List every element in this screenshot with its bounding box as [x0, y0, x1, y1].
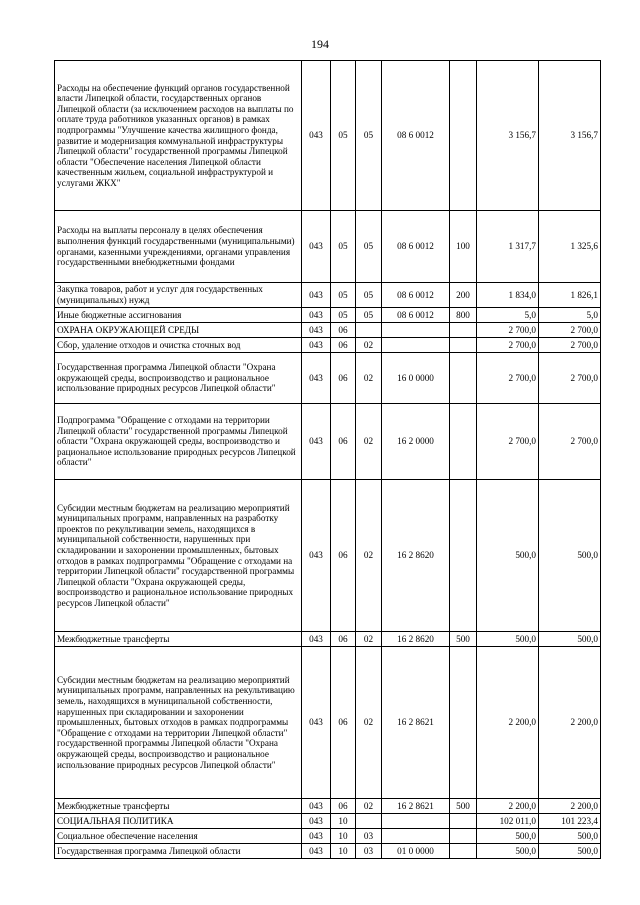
section-code-cell: 05 [331, 283, 356, 308]
target-article-cell: 16 0 0000 [382, 353, 450, 404]
ministry-code-cell: 043 [302, 211, 331, 283]
ministry-code-cell: 043 [302, 480, 331, 632]
expense-type-cell [450, 814, 477, 829]
row-name-cell: Сбор, удаление отходов и очистка сточных вод [55, 338, 302, 353]
target-article-cell: 16 2 8620 [382, 480, 450, 632]
expense-type-cell [450, 338, 477, 353]
ministry-code-cell: 043 [302, 829, 331, 844]
amount-year1-cell: 2 200,0 [477, 647, 539, 799]
amount-year1-cell: 500,0 [477, 480, 539, 632]
expense-type-cell [450, 647, 477, 799]
section-code-cell: 10 [331, 829, 356, 844]
amount-year1-cell: 102 011,0 [477, 814, 539, 829]
expense-type-cell [450, 404, 477, 480]
amount-year2-cell: 5,0 [539, 308, 601, 323]
subsection-code-cell: 05 [356, 61, 382, 211]
table-row [55, 480, 601, 632]
subsection-code-cell: 02 [356, 480, 382, 632]
amount-year2-cell: 500,0 [539, 844, 601, 859]
target-article-cell: 08 6 0012 [382, 308, 450, 323]
table-row [55, 283, 601, 308]
target-article-cell [382, 323, 450, 338]
section-code-cell: 06 [331, 404, 356, 480]
expense-type-cell [450, 323, 477, 338]
ministry-code-cell: 043 [302, 283, 331, 308]
amount-year1-cell: 2 700,0 [477, 353, 539, 404]
subsection-code-cell: 02 [356, 353, 382, 404]
row-name-cell: Межбюджетные трансферты [55, 632, 302, 647]
table-body [55, 61, 601, 859]
table-row [55, 844, 601, 859]
table-row [55, 829, 601, 844]
table-row [55, 799, 601, 814]
target-article-cell: 01 0 0000 [382, 844, 450, 859]
table-row [55, 632, 601, 647]
table-row [55, 647, 601, 799]
subsection-code-cell [356, 814, 382, 829]
amount-year2-cell: 1 826,1 [539, 283, 601, 308]
expense-type-cell [450, 844, 477, 859]
amount-year2-cell: 2 700,0 [539, 323, 601, 338]
row-name-cell: Иные бюджетные ассигнования [55, 308, 302, 323]
section-code-cell: 06 [331, 323, 356, 338]
target-article-cell [382, 814, 450, 829]
subsection-code-cell: 02 [356, 647, 382, 799]
amount-year2-cell: 2 700,0 [539, 404, 601, 480]
row-name-cell: ОХРАНА ОКРУЖАЮЩЕЙ СРЕДЫ [55, 323, 302, 338]
subsection-code-cell: 05 [356, 308, 382, 323]
table-row [55, 338, 601, 353]
ministry-code-cell: 043 [302, 308, 331, 323]
amount-year1-cell: 1 834,0 [477, 283, 539, 308]
row-name-cell: СОЦИАЛЬНАЯ ПОЛИТИКА [55, 814, 302, 829]
expense-type-cell: 500 [450, 799, 477, 814]
subsection-code-cell: 02 [356, 404, 382, 480]
row-name-cell: Расходы на выплаты персоналу в целях обеспечения выполнения функций государственными (муниципальными) органами, казенными учреждениями, органами управления государственными внебюджетными фондами [55, 211, 302, 283]
row-name-cell: Подпрограмма "Обращение с отходами на территории Липецкой области" государственной программы Липецкой области "Охрана окружающей среды, воспроизводство и рациональное использование природных ресурсов Липецкой области" [55, 404, 302, 480]
target-article-cell: 08 6 0012 [382, 211, 450, 283]
row-name-cell: Государственная программа Липецкой области "Охрана окружающей среды, воспроизводство и рациональное использование природных ресурсов Липецкой области" [55, 353, 302, 404]
expense-type-cell [450, 353, 477, 404]
subsection-code-cell: 02 [356, 799, 382, 814]
amount-year2-cell: 2 700,0 [539, 338, 601, 353]
row-name-cell: Межбюджетные трансферты [55, 799, 302, 814]
amount-year1-cell: 5,0 [477, 308, 539, 323]
subsection-code-cell: 03 [356, 829, 382, 844]
target-article-cell: 16 2 8621 [382, 799, 450, 814]
ministry-code-cell: 043 [302, 404, 331, 480]
subsection-code-cell: 05 [356, 211, 382, 283]
amount-year2-cell: 2 200,0 [539, 647, 601, 799]
amount-year2-cell: 2 200,0 [539, 799, 601, 814]
section-code-cell: 10 [331, 844, 356, 859]
section-code-cell: 05 [331, 211, 356, 283]
amount-year2-cell: 2 700,0 [539, 353, 601, 404]
budget-table [54, 60, 601, 859]
section-code-cell: 06 [331, 632, 356, 647]
row-name-cell: Расходы на обеспечение функций органов государственной власти Липецкой области, государственных органов Липецкой области (за исключением расходов на выплаты по оплате труда работников указанных органов) в рамках подпрограммы "Улучшение качества жилищного фонда, развитие и модернизация коммунальной инфраструктуры Липецкой области" государственной программы Липецкой области "Обеспечение населения Липецкой области качественным жильем, социальной инфраструктурой и услугами ЖКХ" [55, 61, 302, 211]
amount-year2-cell: 101 223,4 [539, 814, 601, 829]
ministry-code-cell: 043 [302, 61, 331, 211]
target-article-cell: 16 2 8620 [382, 632, 450, 647]
row-name-cell: Государственная программа Липецкой области [55, 844, 302, 859]
ministry-code-cell: 043 [302, 323, 331, 338]
ministry-code-cell: 043 [302, 814, 331, 829]
section-code-cell: 06 [331, 480, 356, 632]
section-code-cell: 06 [331, 353, 356, 404]
table-row [55, 353, 601, 404]
target-article-cell: 08 6 0012 [382, 61, 450, 211]
table-row [55, 211, 601, 283]
table-row [55, 814, 601, 829]
amount-year1-cell: 2 200,0 [477, 799, 539, 814]
section-code-cell: 10 [331, 814, 356, 829]
amount-year1-cell: 1 317,7 [477, 211, 539, 283]
amount-year1-cell: 3 156,7 [477, 61, 539, 211]
section-code-cell: 06 [331, 799, 356, 814]
ministry-code-cell: 043 [302, 632, 331, 647]
amount-year1-cell: 2 700,0 [477, 404, 539, 480]
row-name-cell: Социальное обеспечение населения [55, 829, 302, 844]
amount-year1-cell: 500,0 [477, 844, 539, 859]
ministry-code-cell: 043 [302, 799, 331, 814]
amount-year2-cell: 3 156,7 [539, 61, 601, 211]
target-article-cell: 16 2 8621 [382, 647, 450, 799]
expense-type-cell [450, 829, 477, 844]
ministry-code-cell: 043 [302, 647, 331, 799]
amount-year2-cell: 1 325,6 [539, 211, 601, 283]
expense-type-cell: 500 [450, 632, 477, 647]
expense-type-cell [450, 480, 477, 632]
expense-type-cell: 200 [450, 283, 477, 308]
row-name-cell: Субсидии местным бюджетам на реализацию мероприятий муниципальных программ, направленных на рекультивацию земель, находящихся в муниципальной собственности, нарушенных при складировании и захоронении промышленных, бытовых отходов в рамках подпрограммы "Обращение с отходами на территории Липецкой области" государственной программы Липецкой области "Охрана окружающей среды, воспроизводство и рациональное использование природных ресурсов Липецкой области" [55, 647, 302, 799]
section-code-cell: 05 [331, 61, 356, 211]
subsection-code-cell: 03 [356, 844, 382, 859]
subsection-code-cell [356, 323, 382, 338]
target-article-cell: 16 2 0000 [382, 404, 450, 480]
amount-year2-cell: 500,0 [539, 480, 601, 632]
amount-year1-cell: 2 700,0 [477, 323, 539, 338]
ministry-code-cell: 043 [302, 338, 331, 353]
amount-year1-cell: 500,0 [477, 829, 539, 844]
target-article-cell: 08 6 0012 [382, 283, 450, 308]
table-row [55, 61, 601, 211]
table-row [55, 404, 601, 480]
row-name-cell: Закупка товаров, работ и услуг для государственных (муниципальных) нужд [55, 283, 302, 308]
amount-year2-cell: 500,0 [539, 632, 601, 647]
row-name-cell: Субсидии местным бюджетам на реализацию мероприятий муниципальных программ, направленных на разработку проектов по рекультивации земель, находящихся в муниципальной собственности, нарушенных при складировании и захоронении промышленных, бытовых отходов в рамках подпрограммы "Обращение с отходами на территории Липецкой области" государственной программы Липецкой области "Охрана окружающей среды, воспроизводство и рациональное использование природных ресурсов Липецкой области" [55, 480, 302, 632]
amount-year1-cell: 500,0 [477, 632, 539, 647]
target-article-cell [382, 829, 450, 844]
subsection-code-cell: 05 [356, 283, 382, 308]
section-code-cell: 05 [331, 308, 356, 323]
expense-type-cell: 800 [450, 308, 477, 323]
section-code-cell: 06 [331, 647, 356, 799]
ministry-code-cell: 043 [302, 353, 331, 404]
page-number: 194 [311, 37, 329, 51]
expense-type-cell: 100 [450, 211, 477, 283]
amount-year1-cell: 2 700,0 [477, 338, 539, 353]
subsection-code-cell: 02 [356, 338, 382, 353]
table-row [55, 323, 601, 338]
subsection-code-cell: 02 [356, 632, 382, 647]
ministry-code-cell: 043 [302, 844, 331, 859]
section-code-cell: 06 [331, 338, 356, 353]
target-article-cell [382, 338, 450, 353]
table-row [55, 308, 601, 323]
amount-year2-cell: 500,0 [539, 829, 601, 844]
expense-type-cell [450, 61, 477, 211]
